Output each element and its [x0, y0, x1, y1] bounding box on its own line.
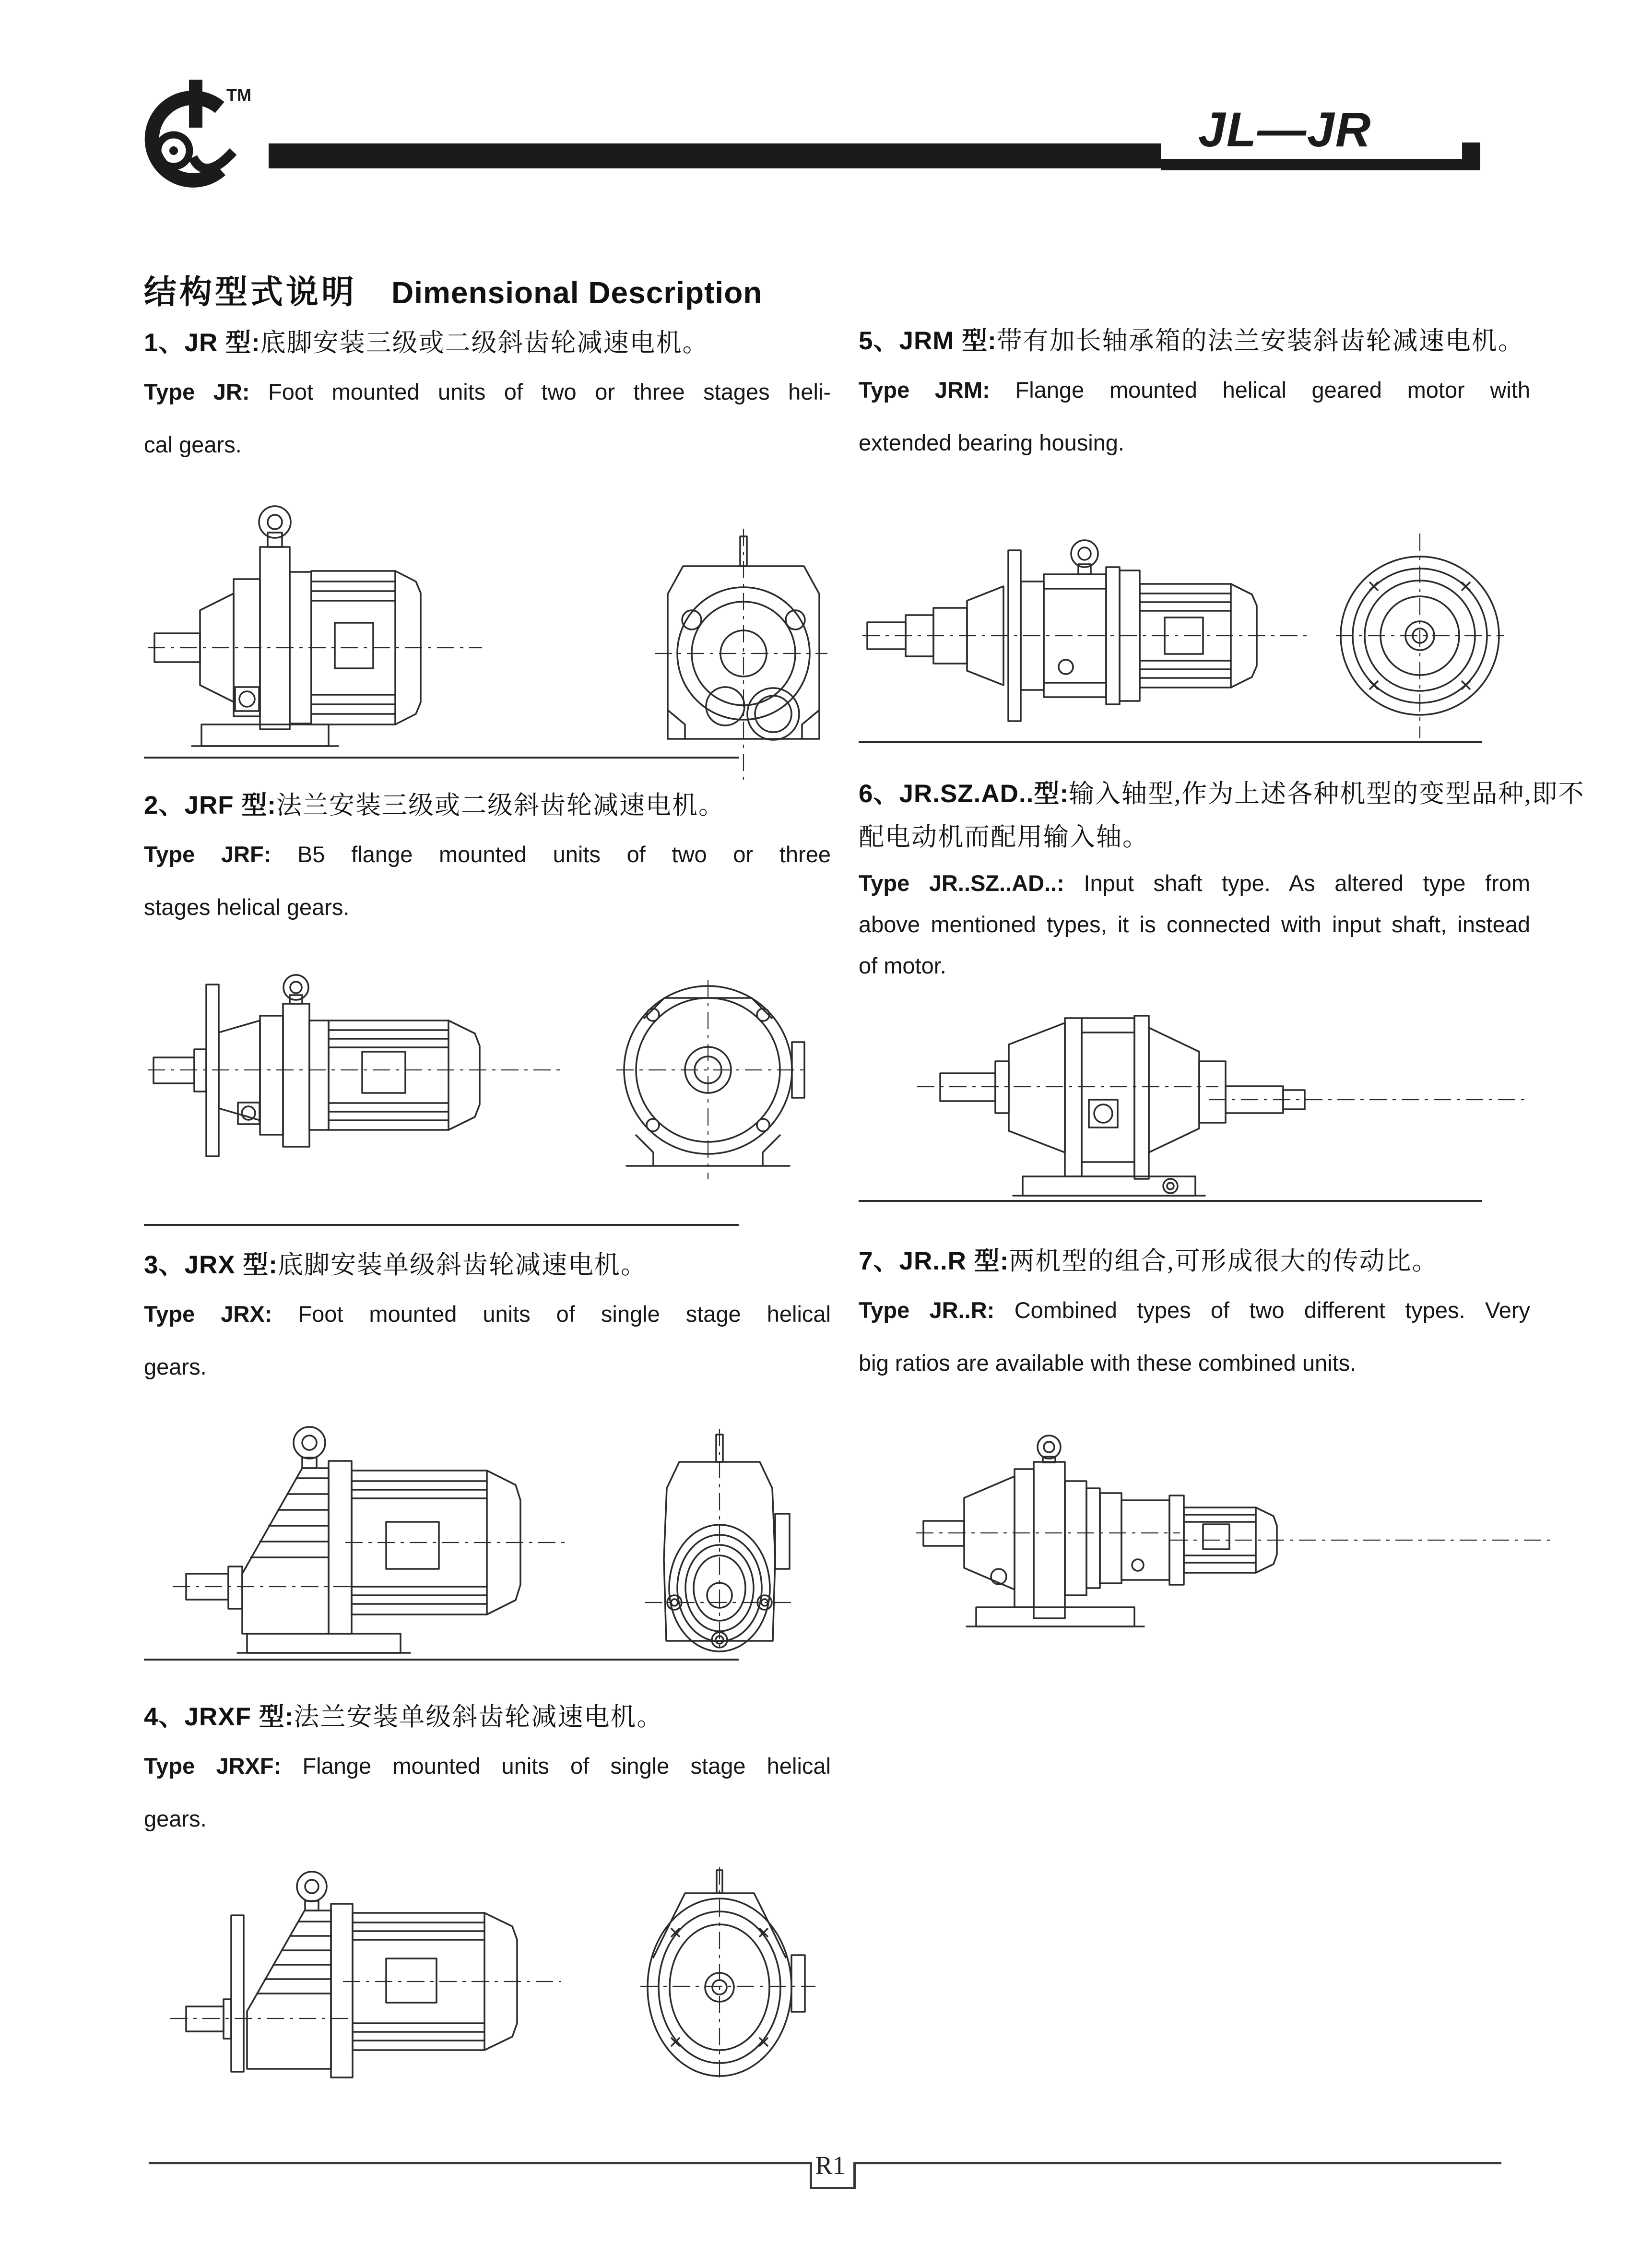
section-text-line: Type JR..SZ..AD..: Input shaft type. As altered type from: [859, 870, 1530, 896]
section-jrxf: [144, 1697, 831, 1858]
header-rule-thin: [1161, 159, 1462, 170]
section-heading: 6、JR.SZ.AD..型:输入轴型,作为上述各种机型的变型品种,即不: [859, 780, 1585, 808]
section-text-line: big ratios are available with these combined units.: [859, 1350, 1357, 1376]
section-text-line: extended bearing housing.: [859, 430, 1124, 455]
jrr-side-view: [916, 1436, 1554, 1626]
divider: [144, 1659, 739, 1661]
section-text-line: Type JRM: Flange mounted helical geared motor with: [859, 377, 1531, 403]
section-text-line: Type JRXF: Flange mounted units of single stage helical: [144, 1753, 831, 1779]
section-text-line: above mentioned types, it is connected with input shaft, instead: [859, 912, 1530, 937]
section-heading: 7、JR..R 型:两机型的组合,可形成很大的传动比。: [859, 1247, 1439, 1275]
section-heading: 4、JRXF 型:法兰安装单级斜齿轮减速电机。: [144, 1703, 663, 1731]
drawing-jrr: [911, 1435, 1564, 1641]
header-rule-main: [269, 143, 1161, 168]
footer-rule-left: [149, 2162, 810, 2164]
trademark-symbol: TM: [226, 85, 251, 105]
section-jrf: [144, 785, 831, 946]
drawing-jr: [144, 499, 830, 753]
page-title-model-range: JL—JR: [1198, 102, 1372, 157]
jrm-side-view: [862, 540, 1310, 721]
section-jrm: [859, 320, 1530, 482]
section-heading: 2、JRF 型:法兰安装三级或二级斜齿轮减速电机。: [144, 791, 725, 819]
section-jrr: [859, 1241, 1530, 1402]
footer-rule-right: [851, 2162, 1501, 2164]
drawing-jrf: [144, 974, 830, 1185]
section-text-line: Type JR: Foot mounted units of two or three stages heli-: [144, 379, 831, 404]
section-text-line: stages helical gears.: [144, 894, 350, 920]
section-heading: 1、JR 型:底脚安装三级或二级斜齿轮减速电机。: [144, 329, 709, 357]
divider: [144, 1224, 739, 1226]
drawing-jrxf: [144, 1862, 830, 2087]
jrszad-side-view: [917, 1016, 1525, 1196]
jr-end-view: [655, 529, 827, 780]
jrxf-end-view: [640, 1867, 815, 2083]
section-text-line: of motor.: [859, 953, 946, 978]
divider: [144, 757, 739, 759]
section-heading: 5、JRM 型:带有加长轴承箱的法兰安装斜齿轮减速电机。: [859, 327, 1524, 355]
section-title-en: Dimensional Description: [391, 275, 763, 310]
jrf-side-view: [148, 975, 561, 1156]
section-text-line: Type JR..R: Combined types of two different types. Very: [859, 1297, 1531, 1323]
section-title: [144, 266, 762, 313]
divider: [859, 1200, 1482, 1202]
section-heading: 3、JRX 型:底脚安装单级斜齿轮减速电机。: [144, 1251, 647, 1279]
section-text-line: Type JRX: Foot mounted units of single stage helical: [144, 1301, 831, 1327]
jr-side-view: [148, 506, 482, 746]
section-jrx: [144, 1245, 831, 1406]
footer-page-number: R1: [815, 2151, 846, 2180]
section-jr: [144, 322, 831, 484]
section-title-cn: 结构型式说明: [144, 274, 357, 310]
section-jrszad: [859, 773, 1585, 1005]
section-heading-line2: 配电动机而配用输入轴。: [859, 823, 1149, 851]
drawing-jrx: [144, 1415, 830, 1655]
section-text-line: cal gears.: [144, 432, 242, 457]
drawing-jrm: [859, 523, 1530, 748]
jrx-side-view: [173, 1427, 566, 1653]
section-text-line: Type JRF: B5 flange mounted units of two or three: [144, 842, 831, 867]
jrf-end-view: [616, 980, 808, 1179]
jrx-end-view: [645, 1429, 794, 1653]
header-rule-step: [1462, 142, 1480, 170]
jrm-flange-view: [1336, 534, 1504, 738]
drawing-jrszad: [911, 988, 1535, 1199]
section-text-line: gears.: [144, 1354, 207, 1379]
section-text-line: gears.: [144, 1806, 207, 1831]
jrxf-side-view: [170, 1872, 561, 2077]
